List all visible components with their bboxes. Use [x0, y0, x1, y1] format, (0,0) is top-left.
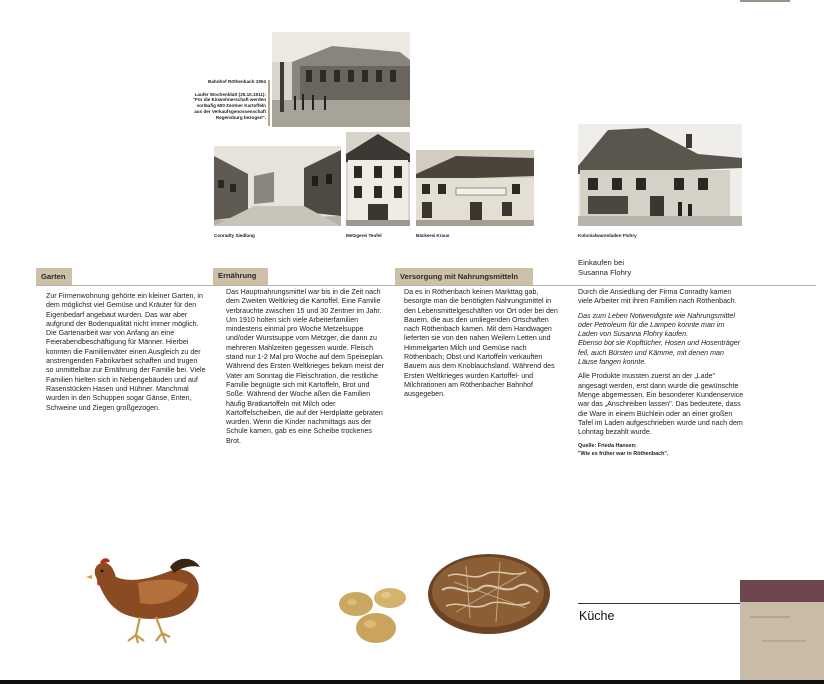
top-photo-caption-title: Bahnhof Röthenbach 1904	[208, 79, 266, 84]
versorgung-text	[404, 288, 564, 405]
photo-caption: Bäckerei Kraus	[416, 233, 450, 238]
metzgerei-photo	[346, 132, 410, 226]
top-corner-mark	[740, 0, 790, 2]
photo-caption: Conradty Siedlung	[214, 233, 255, 238]
header-divider	[36, 285, 816, 286]
caption-line: Regensburg bezogen".	[215, 114, 266, 120]
room-label: Küche	[579, 609, 615, 623]
bread-image	[426, 552, 552, 636]
caption-line: "Für die Einwohnerschaft werden	[192, 97, 266, 103]
caption-line: aus der Verkaufsgenossenschaft	[194, 108, 266, 114]
baeckerei-photo	[416, 150, 534, 226]
siedlung-photo	[214, 146, 341, 226]
top-photo-caption	[170, 79, 266, 120]
station-photo	[272, 32, 410, 127]
section-title-garten: Garten	[36, 268, 72, 286]
ernaehrung-text	[226, 288, 388, 451]
einkaufen-title-line: Susanna Flohry	[578, 268, 632, 277]
chicken-image	[78, 553, 202, 645]
section-title-einkaufen	[578, 258, 631, 278]
einkaufen-paragraph: Das zum Leben Notwendigste wie Nahrungsmittel oder Petroleum für die Lampen konnte man im Laden von Susanna Flohry kaufen.	[578, 311, 735, 339]
potatoes-image	[336, 584, 414, 646]
source-title: "Wie es früher war in Röthenbach".	[578, 451, 669, 458]
kolonialwarenladen-photo	[578, 124, 742, 226]
section-title-versorgung: Versorgung mit Nahrungsmitteln	[395, 268, 533, 286]
source-label: Quelle: Frieda Hansen:	[578, 443, 637, 450]
top-caption-accent	[268, 80, 270, 126]
section-title-ernaehrung: Ernährung	[213, 268, 268, 286]
caption-line: Laufer Wochenblatt (25.10.1911):	[194, 91, 266, 97]
photo-caption: Kolonialwarenladen Flohry	[578, 233, 637, 238]
einkaufen-paragraph: Ebenso bot sie Kopftücher, Hosen und Hosenträger feil, auch Bürsten und Kämme, mit denen man Läuse fangen konnte.	[578, 339, 741, 367]
einkaufen-paragraph: Durch die Ansiedlung der Firma Conradty kamen viele Arbeiter mit ihren Familien nach Röthenbach.	[578, 288, 737, 306]
einkaufen-title-line: Einkaufen bei	[578, 258, 625, 267]
corner-texture	[740, 580, 824, 684]
caption-line: vorläufig 600 Zentner Kartoffeln	[196, 103, 266, 109]
versorgung-paragraph: Da es in Röthenbach keinen Markttag gab, besorgte man die benötigten Nahrungsmittel in den Lebensmittelgeschäften vor Ort oder bei den Bauern, die aus den umliegenden Ortschaften nach Röthenbach kamen. Mit dem Handwagen lieferten sie von den nahen Weilern Letten und Himmelgarten Milch und Gemüse nach Röthenbach; Obst und Kartoffeln verkauften Bauern aus dem Knoblauchsland. Während des Ersten Weltkrieges wurden Kartoffel- und Milchrationen am Röthenbacher Bahnhof ausgegeben.	[404, 288, 558, 399]
ernaehrung-paragraph: Das Hauptnahrungsmittel war bis in die Zeit nach dem Zweiten Weltkrieg die Kartoffel. Eine Familie verbrauchte zwischen 15 und 30 Zentner im Jahr. Um 1910 holten sich viele Arbeiterfamilien mindestens einmal pro Woche Metzelsuppe und/oder Wurstsuppe vom Metzger, die dann zu mehreren Mahlzeiten gegessen wurde. Fleisch stand nur 1-2 Mal pro Woche auf dem Speiseplan. Während des Ersten Weltkrieges bekam meist der Vater am Sonntag die Fleischration, die restliche Familie begnügte sich mit Kartoffeln, Brot und Soße. Während der Woche aßen die Familien häufig Bratkartoffeln mit Milch oder Kartoffelscheiben, die auf der Herdplatte gebraten wurden. Wenn die Kinder nachmittags aus der Schule kamen, gab es eine Scheibe trockenes Brot.	[226, 288, 384, 445]
garten-paragraph: Zur Firmenwohnung gehörte ein kleiner Garten, in dem möglichst viel Gemüse und Kräuter für den Eigenbedarf angebaut wurden. Das war aber aufgrund der Bodenqualität nicht immer möglich. Die Gartenarbeit war von Anfang an eine Feierabendbeschäftigung für Männer. Hierbei konnten die Familienväter einen Ausgleich zu der anstrengenden Fabrikarbeit schaffen und trugen so unmittelbar zur Ernährung der Familie bei. Viele Familien hielten sich in Nebengebäuden und auf Rasenstücken Hasen und Hühner. Manchmal wurden in den Schuppen sogar Gänse, Enten, Schweine und Ziegen großgezogen.	[46, 292, 206, 412]
garten-text	[46, 292, 206, 418]
einkaufen-paragraph: Alle Produkte mussten zuerst an der „Lade" angesagt werden, erst dann wurde die gewünschte Menge abgemessen. Ein besonderer Kundenservice war das „Anschreiben lassen". Das bedeutete, dass die Ware in einem Büchlein oder an einer großen Tafel im Laden aufgeschrieben wurde und nach dem Lohntag bezahlt wurde.	[578, 372, 744, 437]
einkaufen-text	[578, 288, 744, 458]
bottom-edge-line	[0, 680, 824, 684]
footer-divider	[578, 603, 740, 604]
photo-caption: Metzgerei Teufel	[346, 233, 382, 238]
